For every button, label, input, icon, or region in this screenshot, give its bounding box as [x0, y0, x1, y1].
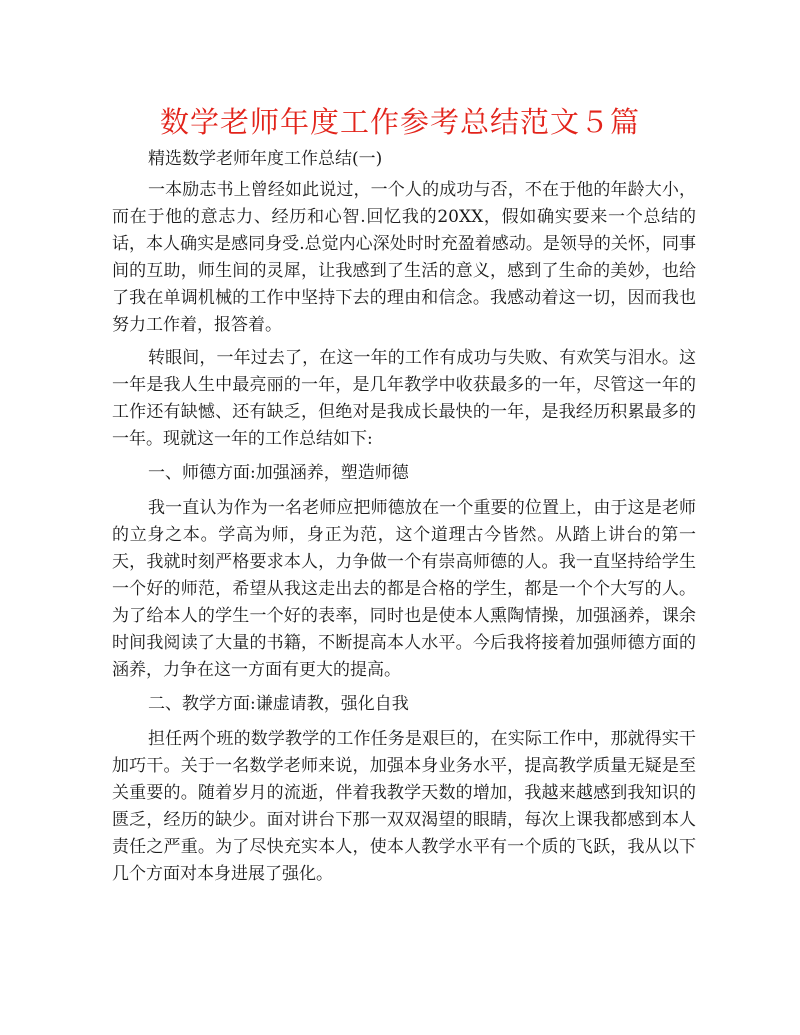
document-title: 数学老师年度工作参考总结范文５篇: [159, 105, 640, 139]
paragraph-1: 一本励志书上曾经如此说过，一个人的成功与否，不在于他的年龄大小，而在于他的意志力、经历和心智.回忆我的20XX，假如确实要来一个总结的话，本人确实是感同身受.总觉内心深处时时充盈着感动。是领导的关怀，同事间的互助，师生间的灵犀，让我感到了生活的意义，感到了生命的美妙，也给了我在单调机械的工作中坚持下去的理由和信念。我感动着这一切，因而我也努力工作着，报答着。: [112, 180, 696, 335]
paragraph-2: 转眼间，一年过去了，在这一年的工作有成功与失败、有欢笑与泪水。这一年是我人生中最亮丽的一年，是几年教学中收获最多的一年，尽管这一年的工作还有缺憾、还有缺乏，但绝对是我成长最快的一年，是我经历积累最多的一年。现就这一年的工作总结如下:: [112, 348, 696, 449]
document-body: [112, 146, 696, 888]
section-1-body: 我一直认为作为一名老师应把师德放在一个重要的位置上，由于这是老师的立身之本。学高为师，身正为范，这个道理古今皆然。从踏上讲台的第一天，我就时刻严格要求本人，力争做一个有崇高师德的人。我一直坚持给学生一个好的师范，希望从我这走出去的都是合格的学生，都是一个个大写的人。为了给本人的学生一个好的表率，同时也是使本人熏陶情操，加强涵养，课余时间我阅读了大量的书籍，不断提高本人水平。今后我将接着加强师德方面的涵养，力争在这一方面有更大的提高。: [112, 498, 696, 680]
section-1-heading: 一、师德方面:加强涵养，塑造师德: [148, 463, 409, 483]
section-2-heading: 二、教学方面:谦虚请教，强化自我: [148, 694, 409, 714]
section-2-body: 担任两个班的数学教学的工作任务是艰巨的，在实际工作中，那就得实干加巧干。关于一名数学老师来说，加强本身业务水平，提高教学质量无疑是至关重要的。随着岁月的流逝，伴着我教学天数的增加，我越来越感到我知识的匮乏，经历的缺少。面对讲台下那一双双渴望的眼睛，每次上课我都感到本人责任之严重。为了尽快充实本人，使本人教学水平有一个质的飞跃，我从以下几个方面对本身进展了强化。: [112, 729, 696, 884]
subtitle: 精选数学老师年度工作总结(一): [148, 149, 383, 169]
